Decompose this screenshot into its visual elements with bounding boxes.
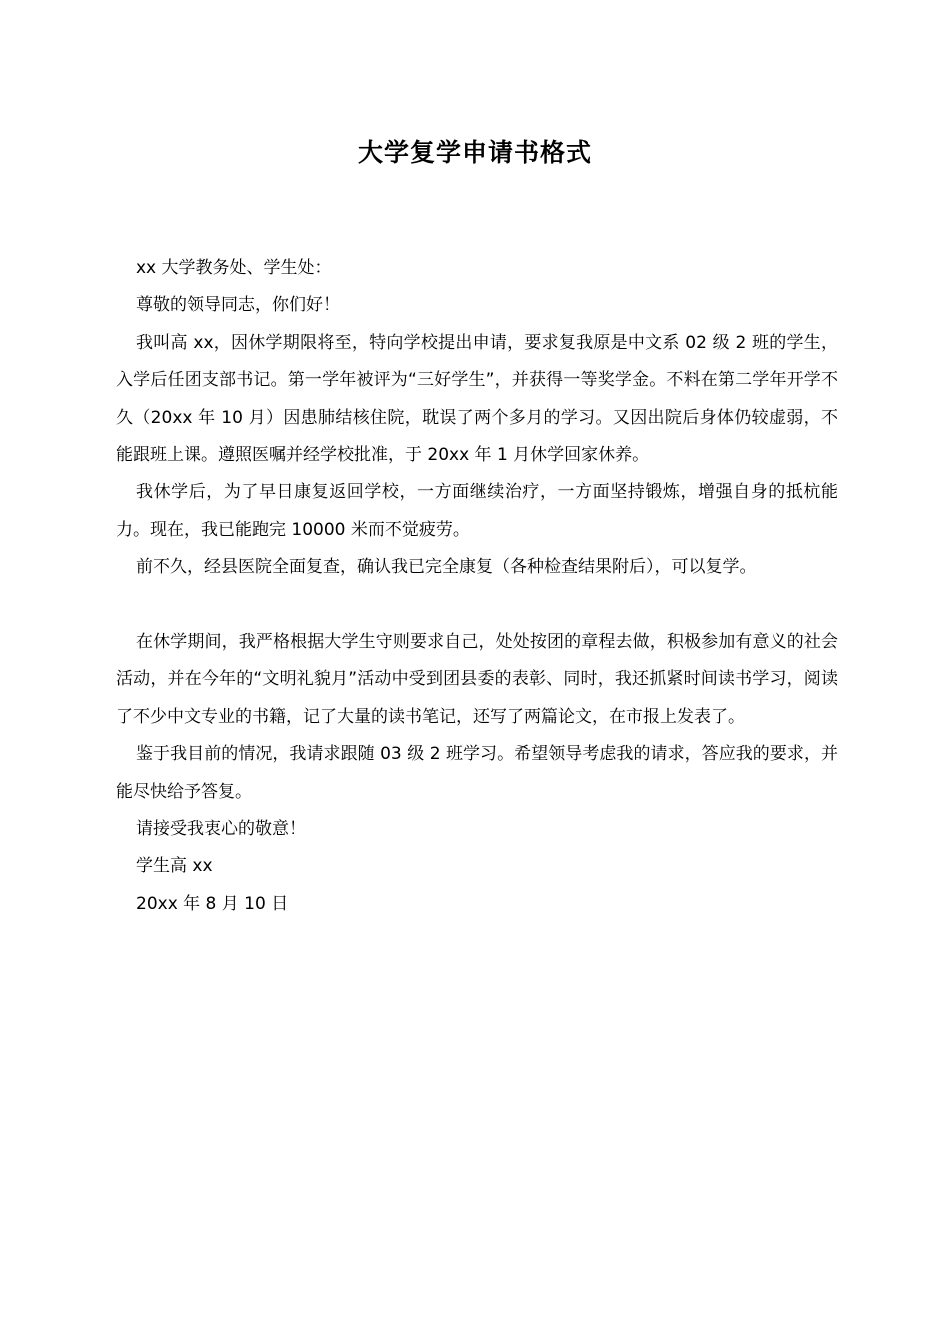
- paragraph-recovery: 我休学后，为了早日康复返回学校，一方面继续治疗，一方面坚持锻炼，增强自身的抵杭能力。现在，我已能跑完 10000 米而不觉疲劳。: [116, 482, 838, 540]
- paragraph-request: 鉴于我目前的情况，我请求跟随 03 级 2 班学习。希望领导考虑我的请求，答应我的要求，并能尽快给予答复。: [116, 744, 838, 802]
- paragraph-checkup: 前不久，经县医院全面复查，确认我已完全康复（各种检查结果附后），可以复学。: [136, 557, 757, 578]
- document-title: 大学复学申请书格式: [357, 138, 592, 167]
- date: 20xx 年 8 月 10 日: [136, 893, 289, 914]
- greeting: 尊敬的领导同志，你们好！: [136, 295, 340, 316]
- paragraph-activities: 在休学期间，我严格根据大学生守则要求自己，处处按团的章程去做，积极参加有意义的社会活动，并在今年的“文明礼貌月”活动中受到团县委的表彰、同时，我还抓紧时间读书学习，阅读了不少中文专业的书籍，记了大量的读书笔记，还写了两篇论文，在市报上发表了。: [116, 632, 838, 727]
- blank-line: [116, 587, 838, 624]
- closing-regards: 请接受我衷心的敬意！: [136, 819, 306, 840]
- salutation-recipient: xx 大学教务处、学生处：: [136, 258, 332, 278]
- document-body: [116, 250, 838, 923]
- signature: 学生高 xx: [136, 856, 213, 877]
- paragraph-background: 我叫高 xx，因休学期限将至，特向学校提出申请，要求复我原是中文系 02 级 2 班的学生，入学后任团支部书记。第一学年被评为“三好学生”，并获得一等奖学金。不料在第二学年开学不久（20xx 年 10 月）因患肺结核住院，耽误了两个多月的学习。又因出院后身体仍较虚弱，不能跟班上课。遵照医嘱并经学校批准，于 20xx 年 1 月休学回家休养。: [116, 332, 838, 466]
